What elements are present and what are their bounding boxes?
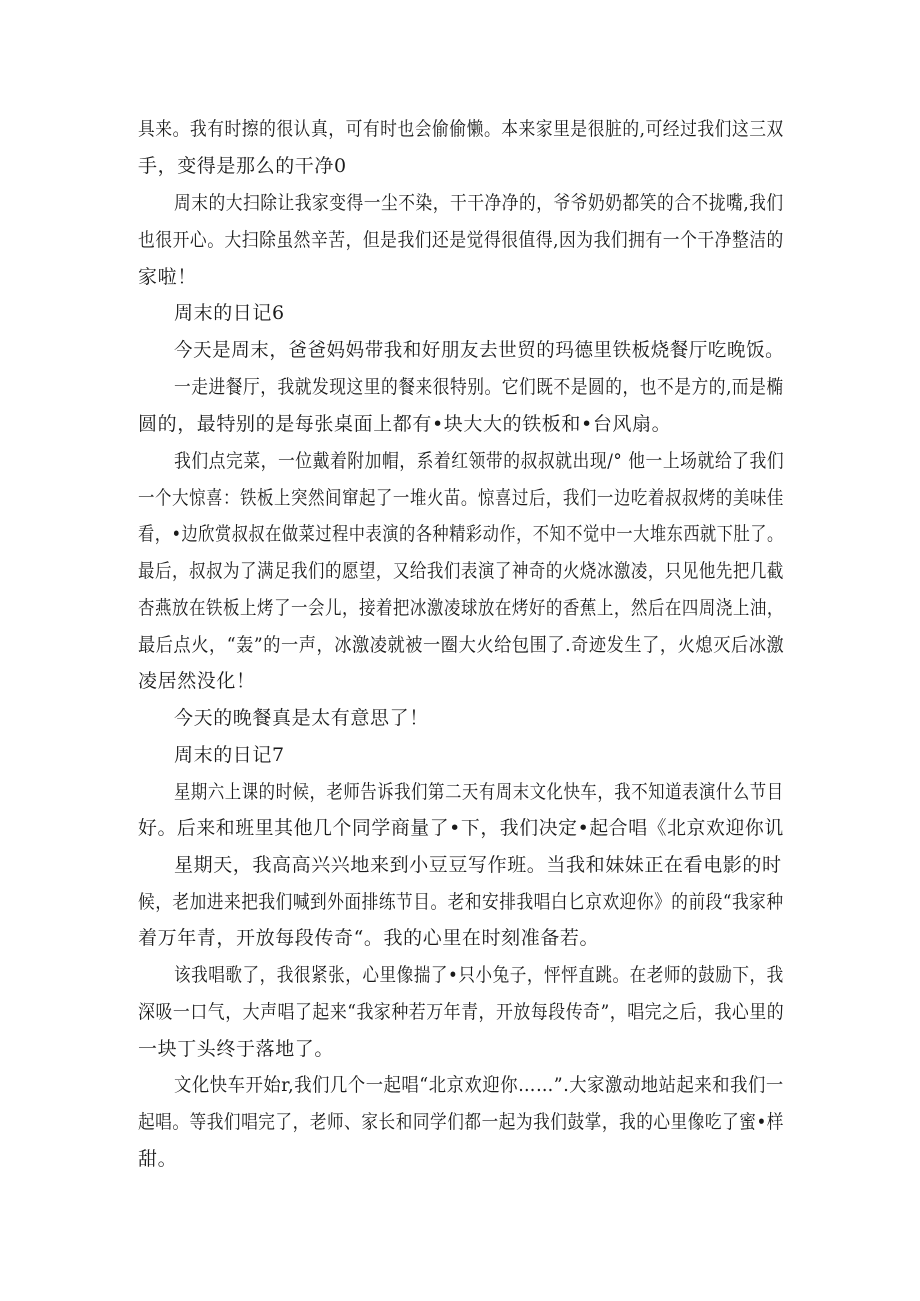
text-line: 具来。我有时擦的很认真，可有时也会偷偷懒。本来家里是很脏的,可经过我们这三双	[138, 118, 784, 140]
text-line: 也很开心。大扫除虽然辛苦，但是我们还是觉得很值得,因为我们拥有一个干净整洁的	[138, 229, 784, 251]
text-line: 最后，叔叔为了满足我们的愿望，又给我们表演了神奇的火烧冰激凌，只见他先把几截	[138, 560, 784, 582]
text-line: 一走进餐厅，我就发现这里的餐来很特别。它们既不是圆的，也不是方的,而是椭	[174, 376, 784, 398]
text-line: 杏燕放在铁板上烤了一会儿，接着把冰激凌球放在烤好的香蕉上，然后在四周浇上油，	[138, 597, 784, 619]
text-line: 着万年青，开放每段传奇“。我的心里在时刻准备若。	[138, 927, 600, 949]
text-line: 好。后来和班里其他几个同学商量了•下，我们决定•起合唱《北京欢迎你讥	[138, 817, 784, 839]
text-line: 深吸一口气，大声唱了起来“我家种若万年青，开放每段传奇”，唱完之后，我心里的	[138, 1001, 785, 1023]
text-line: 文化快车开始r,我们几个一起唱“北京欢迎你……”.大家激动地站起来和我们一	[174, 1074, 784, 1096]
text-line: 候，老加进来把我们喊到外面排练节目。老和安排我唱白匕京欢迎你》的前段“我家种	[138, 891, 784, 913]
text-line: 看，•边欣赏叔叔在做菜过程中表演的各种精彩动作，不知不觉中一大堆东西就下肚了。	[138, 523, 784, 545]
text-line: 周末的大扫除让我家变得一尘不染，干干净净的，爷爷奶奶都笑的合不拢嘴,我们	[174, 192, 784, 214]
text-line: 甜。	[138, 1148, 178, 1170]
text-line: 手，变得是那么的干净0	[138, 155, 347, 177]
section-heading: 周末的日记6	[174, 302, 285, 324]
text-line: 今天是周末，爸爸妈妈带我和好朋友去世贸的玛德里铁板烧餐厅吃晚饭。	[174, 339, 785, 361]
text-line: 我们点完菜，一位戴着附加帽，系着红领带的叔叔就出现/° 他一上场就给了我们	[174, 450, 785, 472]
section-heading: 周末的日记7	[174, 744, 285, 766]
text-line: 起唱。等我们唱完了，老师、家长和同学们都一起为我们鼓掌，我的心里像吃了蜜•样	[138, 1111, 784, 1133]
text-line: 家啦！	[138, 266, 197, 288]
text-line: 最后点火，“轰”的一声，冰激凌就被一圈大火给包围了.奇迹发生了，火熄灭后冰激	[138, 634, 785, 656]
text-line: 该我唱歌了，我很紧张，心里像揣了•只小兔子，怦怦直跳。在老师的鼓励下，我	[174, 964, 784, 986]
text-line: 今天的晚餐真是太有意思了！	[174, 707, 429, 729]
text-line: 星期天，我高高兴兴地来到小豆豆写作班。当我和妹妹正在看电影的时	[174, 854, 782, 876]
text-line: 一个大惊喜：铁板上突然间窜起了一堆火苗。惊喜过后，我们一边吃着叔叔烤的美味佳	[138, 487, 784, 509]
text-line: 一块丁头终于落地了。	[138, 1038, 335, 1060]
text-line: 星期六上课的时候，老师告诉我们第二天有周末文化快车，我不知道表演什么节目	[174, 781, 784, 803]
text-line: 圆的，最特别的是每张桌面上都有•块大大的铁板和•台风扇。	[138, 413, 672, 435]
text-line: 凌居然没化！	[138, 670, 256, 692]
